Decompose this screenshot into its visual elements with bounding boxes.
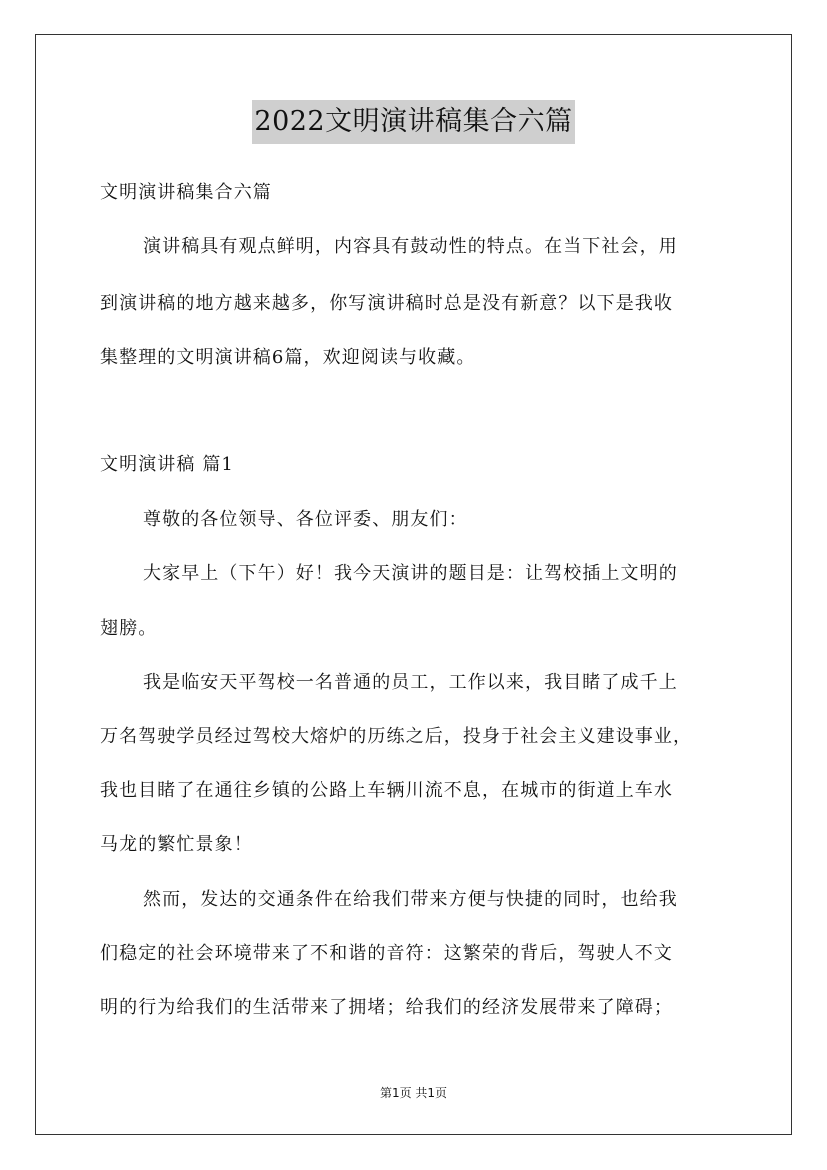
intro-line: 集整理的文明演讲稿6篇，欢迎阅读与收藏。 — [100, 347, 476, 368]
body-line: 明的行为给我们的生活带来了拥堵；给我们的经济发展带来了障碍； — [100, 997, 673, 1018]
section-heading: 文明演讲稿 篇1 — [100, 454, 234, 475]
subtitle: 文明演讲稿集合六篇 — [100, 182, 272, 203]
document-title: 2022文明演讲稿集合六篇 — [252, 100, 574, 144]
body-line: 万名驾驶学员经过驾校大熔炉的历练之后，投身于社会主义建设事业， — [100, 726, 693, 747]
body-line: 马龙的繁忙景象！ — [100, 834, 253, 855]
body-line: 我也目睹了在通往乡镇的公路上车辆川流不息，在城市的街道上车水 — [100, 780, 673, 801]
body-line: 尊敬的各位领导、各位评委、朋友们： — [143, 509, 468, 530]
body-line: 翅膀。 — [100, 618, 158, 639]
intro-line: 到演讲稿的地方越来越多，你写演讲稿时总是没有新意？以下是我收 — [100, 293, 673, 314]
page-number-footer: 第1页 共1页 — [379, 1086, 448, 1100]
body-line: 们稳定的社会环境带来了不和谐的音符：这繁荣的背后，驾驶人不文 — [100, 943, 673, 964]
body-line: 我是临安天平驾校一名普通的员工，工作以来，我目睹了成千上 — [143, 672, 678, 693]
body-line: 大家早上（下午）好！我今天演讲的题目是：让驾校插上文明的 — [143, 563, 678, 584]
intro-line: 演讲稿具有观点鲜明，内容具有鼓动性的特点。在当下社会，用 — [143, 236, 678, 257]
title-container — [0, 100, 827, 144]
body-line: 然而，发达的交通条件在给我们带来方便与快捷的同时，也给我 — [143, 889, 678, 910]
